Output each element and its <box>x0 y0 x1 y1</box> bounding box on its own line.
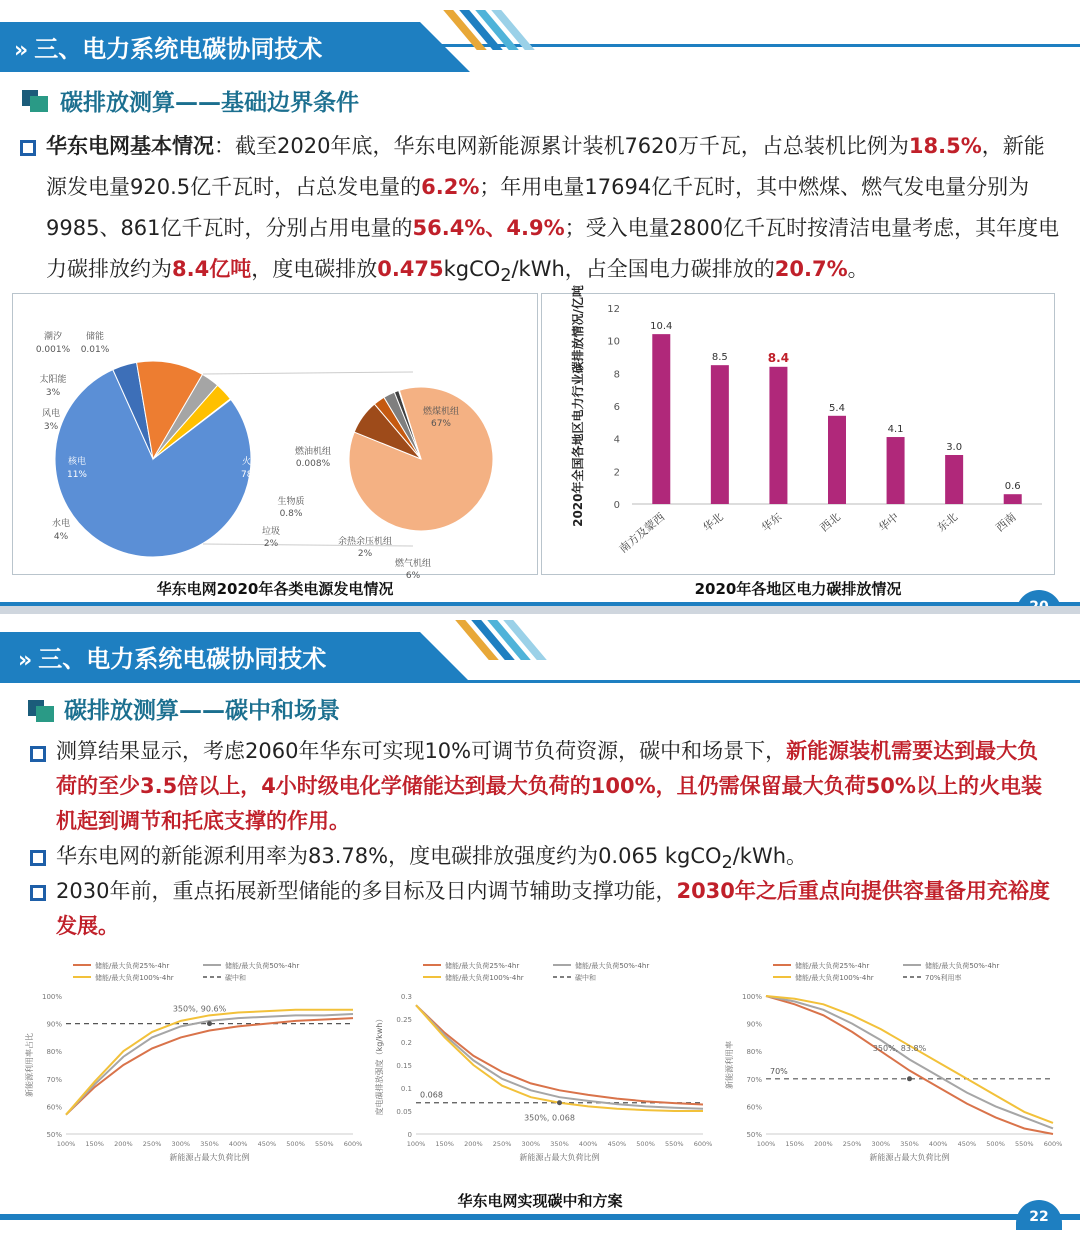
ytick-5: 100% <box>41 993 62 1001</box>
bar-1 <box>711 365 729 504</box>
pie-value-5: 0.001% <box>35 345 71 355</box>
xtick-4: 300% <box>871 1140 891 1148</box>
ytick-1: 60% <box>746 1103 762 1112</box>
renewable-utilization-chart <box>718 954 1063 1179</box>
bullet-icon <box>30 850 46 866</box>
header-stripes-decoration <box>450 10 560 50</box>
bar-chart-panel <box>541 285 1055 575</box>
subtitle-icon <box>22 90 48 112</box>
ytick-6: 0.3 <box>400 993 412 1001</box>
xtick-5: 350% <box>900 1140 919 1148</box>
annotation-point <box>907 1076 912 1081</box>
xtick-9: 550% <box>315 1140 334 1148</box>
xtick-4: 300% <box>171 1140 191 1148</box>
bar-ytick-5: 10 <box>607 336 620 348</box>
chevron-right-icon: » <box>18 648 33 673</box>
xtick-0: 100% <box>756 1140 776 1148</box>
pie-chart-panel <box>12 293 538 581</box>
bar-value-label-5: 3.0 <box>946 442 963 453</box>
breakdown-value-0: 67% <box>430 419 452 429</box>
breakdown-label-1: 燃气机组 <box>394 559 432 569</box>
bar-chart <box>542 285 1054 574</box>
breakdown-value-5: 0.008% <box>295 459 331 469</box>
xtick-5: 350% <box>200 1140 219 1148</box>
bullet-1: 测算结果显示，考虑2060年华东可实现10%可调节负荷资源，碳中和场景下，新能源装机需要达到最大负荷的至少3.5倍以上，4小时级电化学储能达到最大负荷的100%，且仍需保留最大负荷50%以上的火电装机起到调节和托底支撑的作用。 <box>56 739 1042 833</box>
bar-0 <box>652 334 670 504</box>
ytick-4: 0.2 <box>400 1039 412 1047</box>
pie-connector-top <box>203 372 413 374</box>
pie-value-2: 11% <box>66 470 88 480</box>
slide-2 <box>0 614 1080 1225</box>
pie-label-6: 储能 <box>85 332 105 342</box>
ytick-0: 50% <box>746 1131 762 1139</box>
reference-label: 0.068 <box>420 1090 443 1100</box>
xtick-6: 400% <box>928 1140 948 1148</box>
annotation-point <box>557 1100 562 1105</box>
bullet-icon <box>20 140 36 156</box>
xtick-7: 450% <box>257 1140 277 1148</box>
bar-value-label-2: 8.4 <box>767 350 790 365</box>
bar-category-2: 华东 <box>759 510 785 535</box>
annotation-label: 350%, 90.6% <box>172 1004 227 1014</box>
breakdown-value-4: 0.8% <box>279 509 303 519</box>
breakdown-value-1: 6% <box>405 571 421 581</box>
xtick-2: 200% <box>114 1140 133 1148</box>
series-line-1 <box>66 1014 353 1115</box>
pie-value-4: 3% <box>45 388 61 398</box>
xtick-3: 250% <box>842 1140 862 1148</box>
xtick-7: 450% <box>607 1140 627 1148</box>
annotation-label: 350%, 0.068 <box>524 1113 575 1123</box>
breakdown-label-4: 生物质 <box>277 497 305 507</box>
breakdown-value-2: 2% <box>357 549 373 559</box>
pie-value-3: 3% <box>43 422 59 432</box>
xtick-8: 500% <box>986 1140 1005 1148</box>
subtitle: 碳排放测算——基础边界条件 <box>60 90 359 116</box>
pie-value-0: 78% <box>240 470 262 480</box>
bar-ytick-3: 6 <box>613 402 620 413</box>
intro-paragraph: 华东电网基本情况：截至2020年底，华东电网新能源累计装机7620万千瓦，占总装机比例为18.5%，新能源发电量920.5亿千瓦时，占总发电量的6.2%；年用电量17694亿千瓦时，其中燃煤、燃气发电量分别为9985、861亿千瓦时，分别占用电量的56.4%、4.9%；受入电量2800亿千瓦时按清洁电量考虑，其年度电力碳排放约为8.4亿吨，度电碳排放0.475kgCO$_2$/kWh，占全国电力碳排放的20.7%。 <box>46 134 1060 287</box>
ytick-4: 90% <box>46 1020 62 1029</box>
bullet-icon <box>30 885 46 901</box>
bar-ytick-1: 2 <box>613 467 620 479</box>
bar-6 <box>1004 494 1022 504</box>
legend-label-0: 储能/最大负荷25%-4hr <box>445 962 520 970</box>
xtick-0: 100% <box>406 1140 426 1148</box>
bar-value-label-4: 4.1 <box>887 424 904 436</box>
xtick-1: 150% <box>85 1140 104 1148</box>
utilization-ratio-chart <box>18 954 363 1179</box>
legend-ref-label: 碳中和 <box>225 974 246 982</box>
bar-3 <box>828 416 846 504</box>
bar-ytick-4: 8 <box>613 369 620 381</box>
annotation-point <box>207 1021 212 1026</box>
ytick-1: 60% <box>46 1103 62 1112</box>
series-line-2 <box>416 1005 703 1111</box>
page-number: 22 <box>1016 1200 1062 1230</box>
bullet-2: 华东电网的新能源利用率为83.78%，度电碳排放强度约为0.065 kgCO$_2$/kWh。 <box>56 844 808 874</box>
legend-ref-label: 70%利用率 <box>925 974 962 982</box>
x-axis-label: 新能源占最大负荷比例 <box>519 1153 600 1162</box>
slide-title: » 三、电力系统电碳协同技术 <box>18 645 327 673</box>
annotation-label: 350%, 83.8% <box>872 1043 927 1053</box>
bottom-caption: 华东电网实现碳中和方案 <box>457 1192 623 1210</box>
y-axis-label: 新能源利用率 <box>725 1041 734 1089</box>
series-line-0 <box>416 1005 703 1104</box>
subtitle-icon <box>28 700 54 722</box>
xtick-10: 600% <box>1043 1140 1063 1148</box>
xtick-5: 350% <box>550 1140 569 1148</box>
pie-caption: 华东电网2020年各类电源发电情况 <box>156 580 394 598</box>
xtick-1: 150% <box>785 1140 804 1148</box>
pie-value-6: 0.01% <box>80 345 110 355</box>
xtick-9: 550% <box>665 1140 684 1148</box>
legend-ref-label: 碳中和 <box>575 974 596 982</box>
xtick-3: 250% <box>492 1140 512 1148</box>
pie-label-4: 太阳能 <box>39 375 67 385</box>
pie-label-5: 潮汐 <box>43 332 63 342</box>
footer-bar <box>0 1214 1080 1220</box>
bullet-icon <box>30 746 46 762</box>
bar-category-6: 西南 <box>993 510 1019 535</box>
bar-caption: 2020年各地区电力碳排放情况 <box>694 580 902 598</box>
xtick-8: 500% <box>286 1140 305 1148</box>
legend-label-2: 储能/最大负荷100%-4hr <box>795 974 874 982</box>
breakdown-value-3: 2% <box>263 539 279 549</box>
header-stripes-decoration <box>462 620 572 660</box>
ytick-3: 0.15 <box>396 1062 412 1070</box>
xtick-10: 600% <box>693 1140 713 1148</box>
pie-label-2: 核电 <box>67 457 87 467</box>
bar-ylabel: 2020年全国各地区电力行业碳排放情况/亿吨 <box>571 285 585 527</box>
bar-ytick-2: 4 <box>613 434 620 446</box>
series-line-1 <box>766 996 1053 1128</box>
ytick-1: 0.05 <box>396 1108 412 1116</box>
bar-value-label-6: 0.6 <box>1004 481 1021 493</box>
legend-label-0: 储能/最大负荷25%-4hr <box>95 962 170 970</box>
bar-ytick-0: 0 <box>613 500 620 511</box>
bar-5 <box>945 455 963 504</box>
xtick-7: 450% <box>957 1140 977 1148</box>
breakdown-label-0: 燃煤机组 <box>422 407 460 417</box>
bar-category-4: 华中 <box>876 510 902 535</box>
carbon-intensity-chart <box>368 954 713 1179</box>
y-axis-label: 新能源利用率占比 <box>25 1033 34 1097</box>
bar-category-1: 华北 <box>700 510 726 535</box>
chevron-right-icon: » <box>14 38 29 63</box>
pie-chart <box>13 294 537 581</box>
ytick-2: 70% <box>46 1075 62 1084</box>
reference-label: 70% <box>770 1066 788 1076</box>
slide-1 <box>0 0 1080 608</box>
xtick-1: 150% <box>435 1140 454 1148</box>
xtick-4: 300% <box>521 1140 541 1148</box>
legend-label-1: 储能/最大负荷50%-4hr <box>225 962 300 970</box>
pie-label-3: 风电 <box>41 409 61 419</box>
bar-value-label-3: 5.4 <box>829 402 845 414</box>
bar-category-3: 西北 <box>817 510 843 535</box>
bar-2 <box>769 367 787 504</box>
series-line-0 <box>766 996 1053 1134</box>
ytick-3: 80% <box>746 1048 762 1057</box>
xtick-0: 100% <box>56 1140 76 1148</box>
ytick-2: 70% <box>746 1075 762 1084</box>
xtick-3: 250% <box>142 1140 162 1148</box>
pie-label-1: 水电 <box>51 519 71 529</box>
x-axis-label: 新能源占最大负荷比例 <box>169 1153 250 1162</box>
breakdown-label-5: 燃油机组 <box>294 447 332 457</box>
xtick-10: 600% <box>343 1140 363 1148</box>
xtick-8: 500% <box>636 1140 655 1148</box>
ytick-0: 0 <box>407 1131 412 1139</box>
xtick-6: 400% <box>228 1140 248 1148</box>
subtitle: 碳排放测算——碳中和场景 <box>64 698 340 724</box>
xtick-9: 550% <box>1015 1140 1034 1148</box>
pie-value-1: 4% <box>53 532 69 542</box>
ytick-5: 100% <box>741 993 762 1001</box>
breakdown-label-3: 垃圾 <box>261 527 281 537</box>
bar-4 <box>887 437 905 504</box>
legend-label-1: 储能/最大负荷50%-4hr <box>925 962 1000 970</box>
bar-category-5: 东北 <box>934 510 961 535</box>
xtick-2: 200% <box>814 1140 833 1148</box>
slide-title: » 三、电力系统电碳协同技术 <box>14 35 323 63</box>
bar-category-0: 南方及蒙西 <box>616 510 668 556</box>
xtick-6: 400% <box>578 1140 598 1148</box>
bar-value-label-0: 10.4 <box>650 321 673 333</box>
legend-label-2: 储能/最大负荷100%-4hr <box>95 974 174 982</box>
ytick-0: 50% <box>46 1131 62 1139</box>
bullet-3: 2030年前，重点拓展新型储能的多目标及日内调节辅助支撑功能，2030年之后重点向提供容量备用充裕度发展。 <box>56 879 1050 938</box>
ytick-3: 80% <box>46 1048 62 1057</box>
series-line-1 <box>416 1005 703 1108</box>
legend-label-0: 储能/最大负荷25%-4hr <box>795 962 870 970</box>
legend-label-2: 储能/最大负荷100%-4hr <box>445 974 524 982</box>
bar-value-label-1: 8.5 <box>711 352 728 364</box>
ytick-4: 90% <box>746 1020 762 1029</box>
ytick-5: 0.25 <box>396 1016 412 1024</box>
bar-ytick-6: 12 <box>607 304 620 315</box>
breakdown-label-2: 余热余压机组 <box>337 537 393 547</box>
xtick-2: 200% <box>464 1140 483 1148</box>
legend-label-1: 储能/最大负荷50%-4hr <box>575 962 650 970</box>
y-axis-label: 度电碳排放强度（kg/kwh） <box>375 1014 384 1116</box>
pie-label-0: 火电 <box>241 457 261 467</box>
ytick-2: 0.1 <box>400 1085 412 1093</box>
x-axis-label: 新能源占最大负荷比例 <box>869 1153 950 1162</box>
